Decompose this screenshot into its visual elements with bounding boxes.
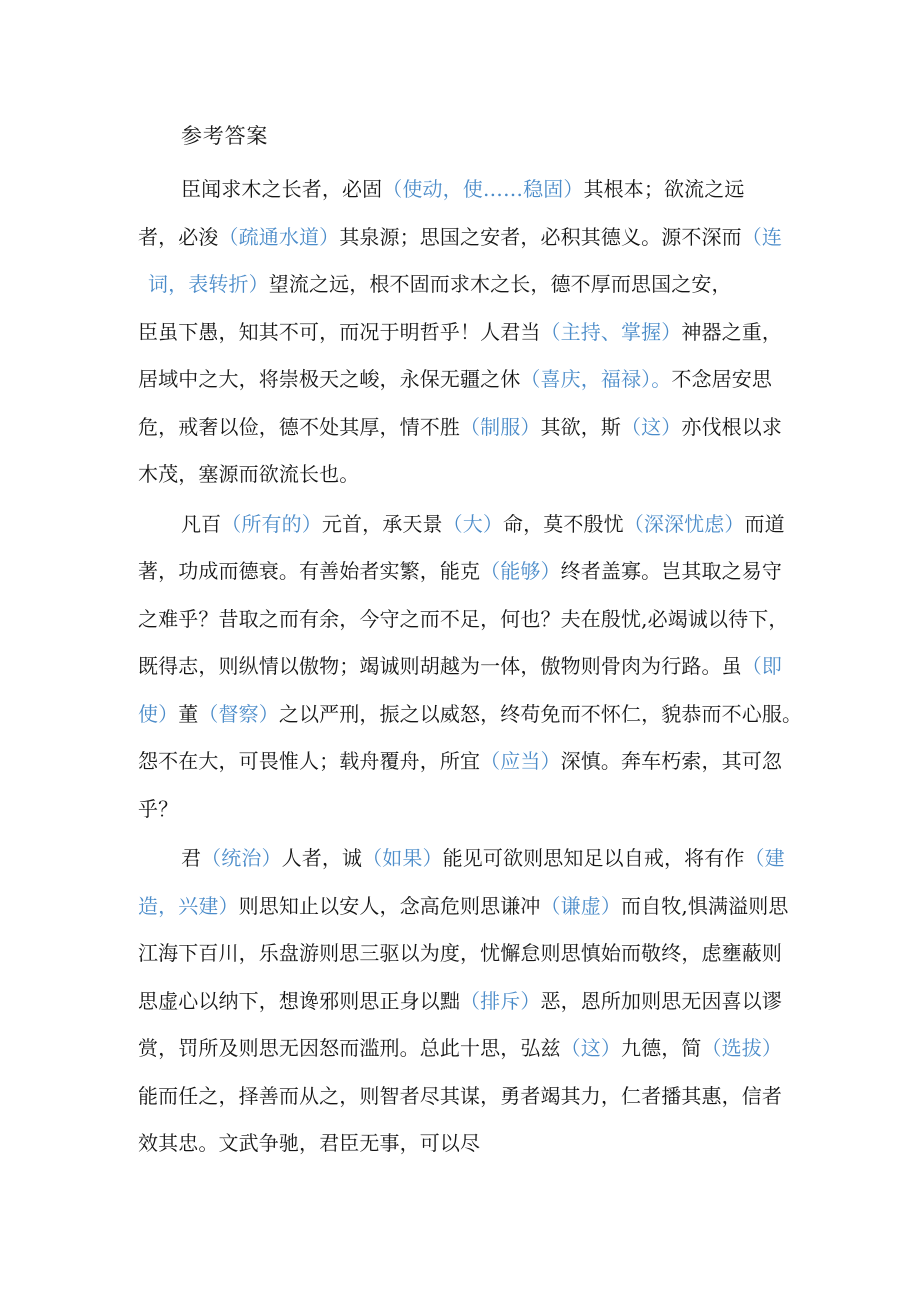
body-text: 著，功成而德衰。有善始者实繁，能克	[138, 559, 481, 583]
body-text: 九德，简	[621, 1036, 702, 1060]
body-text: 江海下百川，乐盘游则思三驱以为度，忧懈怠则思慎始而敬终，虑壅蔽则	[138, 941, 782, 965]
body-text: 而道	[744, 511, 785, 536]
body-text: 而自牧,惧满溢则思	[621, 893, 789, 918]
annotation-text: （疏通水道）	[218, 224, 340, 249]
annotation-text: （使动，使……稳固）	[382, 177, 584, 201]
body-text: 君	[181, 846, 202, 870]
annotation-text: （建	[744, 846, 785, 870]
text-line	[138, 978, 838, 1026]
annotation-text: （排斥）	[460, 988, 541, 1013]
body-text: 怨不在大，可畏惟人；载舟覆舟，所宜	[138, 749, 481, 773]
body-text: 其泉源；思国之安者，必积其德义。源不深而	[339, 224, 742, 249]
annotation-text: （选拔）	[701, 1036, 782, 1060]
body-text: 居域中之大，将崇极天之峻，永保无疆之休	[138, 367, 521, 391]
text-line	[138, 451, 838, 499]
annotation-text: 词，表转折）	[148, 272, 269, 296]
paragraph-2	[138, 501, 838, 834]
annotation-text: （这）	[560, 1036, 621, 1060]
text-line	[138, 691, 838, 739]
annotation-text: （如果）	[362, 846, 443, 870]
annotation-text: （所有的）	[221, 511, 322, 536]
text-line	[138, 309, 838, 357]
page-title: 参考答案	[181, 124, 269, 148]
annotation-text: （督察）	[198, 701, 279, 726]
text-line	[138, 930, 838, 978]
text-line	[138, 835, 838, 883]
body-text: 凡百	[181, 511, 222, 536]
body-text: 之以严刑，振之以威怒，终苟免而不怀仁，貌恭而不心服。	[278, 701, 803, 726]
body-text: 臣虽下愚，知其不可，而况于明哲乎！人君当	[138, 319, 541, 344]
body-text: 其欲，斯	[540, 414, 621, 439]
annotation-text: （统治）	[201, 846, 282, 870]
annotation-text: （深深忧虑）	[623, 511, 745, 536]
annotation-text: 使）	[138, 701, 179, 726]
body-text: 终者盖寡。岂其取之易守	[560, 559, 782, 583]
text-line	[138, 596, 838, 644]
body-text: 木茂，塞源而欲流长也。	[138, 462, 360, 486]
text-line	[138, 1120, 838, 1168]
body-text: 赏，罚所及则思无因怒而滥刑。总此十思，弘兹	[138, 1036, 561, 1060]
annotation-text: （大）	[442, 511, 503, 536]
annotation-text: 造，兴建）	[138, 893, 239, 918]
annotation-text: （主持、掌握）	[540, 319, 682, 344]
body-text: 思虚心以纳下，想谗邪则思正身以黜	[138, 988, 460, 1013]
annotation-text: （制服）	[460, 414, 541, 439]
text-line	[138, 1025, 838, 1073]
body-text: 既得志，则纵情以傲物；竭诚则胡越为一体，傲物则骨肉为行路。虽	[138, 654, 742, 678]
annotation-text: （这）	[621, 414, 682, 439]
document-page	[138, 113, 838, 1170]
body-text: 神器之重，	[681, 319, 782, 344]
text-line	[138, 501, 838, 549]
text-line	[138, 404, 838, 452]
body-text: 深慎。奔车朽索，其可忽	[560, 749, 782, 773]
text-line	[138, 548, 838, 596]
text-line	[138, 786, 838, 834]
text-line	[138, 166, 838, 214]
body-text: 乎？	[138, 796, 179, 821]
body-text: 亦伐根以求	[681, 414, 782, 439]
body-text: 臣闻求木之长者，必固	[181, 177, 383, 201]
text-line	[138, 738, 838, 786]
paragraph-3	[138, 835, 838, 1168]
annotation-text: （喜庆，福禄）。	[520, 367, 672, 391]
body-text: 之难乎？昔取之而有余，今守之而不足，何也？夫在殷忧,必竭诚以待下，	[138, 606, 789, 631]
body-text: 危，戒奢以俭，德不处其厚，情不胜	[138, 414, 460, 439]
body-text: 元首，承天景	[321, 511, 443, 536]
paragraph-1	[138, 166, 838, 499]
body-text: 恶，恩所加则思无因喜以谬	[540, 988, 782, 1013]
body-text: 能见可欲则思知足以自戒，将有作	[442, 846, 745, 870]
annotation-text: （应当）	[480, 749, 561, 773]
annotation-text: （即	[741, 654, 782, 678]
body-text: 能而任之，择善而从之，则智者尽其谋，勇者竭其力，仁者播其惠，信者	[138, 1083, 782, 1108]
body-text: 命，莫不殷忧	[503, 511, 624, 536]
body-text: 效其忠。文武争驰，君臣无事，可以尽	[138, 1131, 481, 1155]
annotation-text: （谦虚）	[540, 893, 621, 918]
text-line	[138, 356, 838, 404]
body-text: 者，必浚	[138, 224, 219, 249]
body-text: 人者，诚	[281, 846, 363, 870]
text-line	[138, 214, 838, 262]
text-line	[138, 1073, 838, 1121]
text-line	[138, 883, 838, 931]
text-line	[138, 643, 838, 691]
body-text: 不念居安思	[671, 367, 772, 391]
annotation-text: （能够）	[480, 559, 561, 583]
annotation-text: （连	[741, 224, 782, 249]
body-text: 董	[178, 701, 199, 726]
text-line	[138, 261, 838, 309]
body-text: 望流之远，根不固而求木之长，德不厚而思国之安，	[268, 272, 732, 296]
body-text: 其根本；欲流之远	[583, 177, 745, 201]
body-text: 则思知止以安人，念高危则思谦冲	[238, 893, 541, 918]
